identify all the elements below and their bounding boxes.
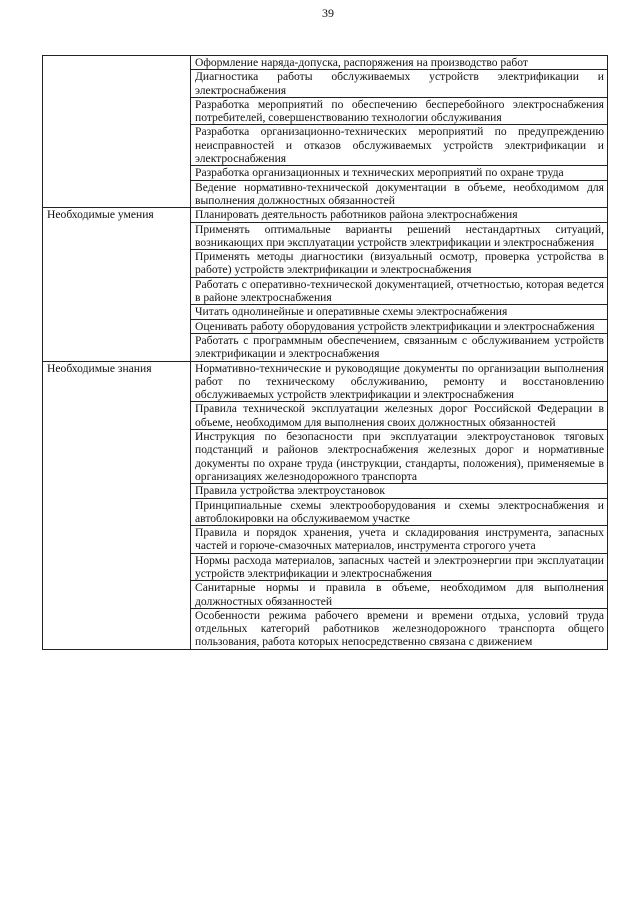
- table-cell: Планировать деятельность работников района электроснабжения: [191, 208, 608, 222]
- table-cell: Диагностика работы обслуживаемых устройств электрификации и электроснабжения: [191, 70, 608, 98]
- table-row: [43, 208, 608, 222]
- table-cell: Нормы расхода материалов, запасных частей и электроэнергии при эксплуатации устройств электрификации и электроснабжения: [191, 553, 608, 581]
- table-cell: Читать однолинейные и оперативные схемы электроснабжения: [191, 305, 608, 319]
- table-row: [43, 56, 608, 70]
- table-cell: Разработка организационных и технических мероприятий по охране труда: [191, 166, 608, 180]
- page-number: 39: [322, 6, 334, 20]
- table-cell: Инструкция по безопасности при эксплуатации электроустановок тяговых подстанций и районов электроснабжения железных дорог и нормативные документы по охране труда (инструкции, стандарты, положения), применяемые в организациях железнодорожного транспорта: [191, 430, 608, 484]
- row-label-knowledge: Необходимые знания: [43, 361, 191, 649]
- table-cell: Санитарные нормы и правила в объеме, необходимом для выполнения должностных обязанностей: [191, 581, 608, 609]
- table-cell: Работать с программным обеспечением, связанным с обслуживанием устройств электрификации и электроснабжения: [191, 333, 608, 361]
- table-cell: Оформление наряда-допуска, распоряжения на производство работ: [191, 56, 608, 70]
- table-row: [43, 361, 608, 402]
- table-cell: Ведение нормативно-технической документации в объеме, необходимом для выполнения должностных обязанностей: [191, 180, 608, 208]
- row-label: [43, 56, 191, 208]
- table-cell: Применять методы диагностики (визуальный осмотр, проверка устройства в работе) устройств электрификации и электроснабжения: [191, 250, 608, 278]
- table-cell: Разработка организационно-технических мероприятий по предупреждению неисправностей и отказов обслуживаемых устройств электрификации и электроснабжения: [191, 125, 608, 166]
- table-cell: Разработка мероприятий по обеспечению бесперебойного электроснабжения потребителей, совершенствованию технологии обслуживания: [191, 97, 608, 125]
- table-cell: Особенности режима рабочего времени и времени отдыха, условий труда отдельных категорий работников железнодорожного транспорта общего пользования, работа которых непосредственно связана с движением: [191, 608, 608, 649]
- table-cell: Правила и порядок хранения, учета и складирования инструмента, запасных частей и горюче-смазочных материалов, инструмента строгого учета: [191, 526, 608, 554]
- table-cell: Нормативно-технические и руководящие документы по организации выполнения работ по техническому обслуживанию, ремонту и восстановлению обслуживаемых устройств электрификации и электроснабжения: [191, 361, 608, 402]
- table-cell: Работать с оперативно-технической документацией, отчетностью, которая ведется в районе электроснабжения: [191, 277, 608, 305]
- table-cell: Принципиальные схемы электрооборудования и схемы электроснабжения и автоблокировки на обслуживаемом участке: [191, 498, 608, 526]
- table-cell: Правила технической эксплуатации железных дорог Российской Федерации в объеме, необходимом для выполнения своих должностных обязанностей: [191, 402, 608, 430]
- competency-table: [42, 55, 608, 650]
- table-cell: Правила устройства электроустановок: [191, 484, 608, 498]
- table-cell: Оценивать работу оборудования устройств электрификации и электроснабжения: [191, 319, 608, 333]
- row-label-skills: Необходимые умения: [43, 208, 191, 361]
- table-cell: Применять оптимальные варианты решений нестандартных ситуаций, возникающих при эксплуатации устройств электрификации и электроснабжения: [191, 222, 608, 250]
